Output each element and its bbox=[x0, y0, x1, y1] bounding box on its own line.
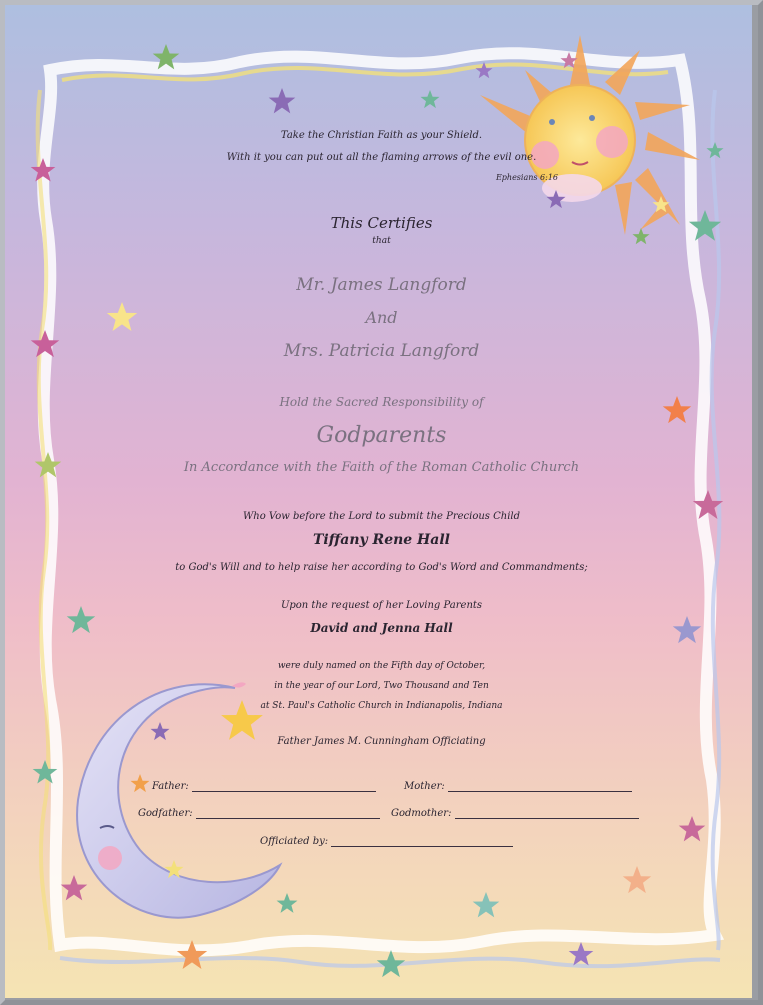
godmother-label: Godmother: bbox=[391, 808, 452, 819]
godparent-name-1: Mr. James Langford bbox=[296, 275, 467, 295]
godmother-signature-line bbox=[455, 808, 639, 819]
godfather-signature-field[interactable] bbox=[138, 808, 380, 819]
officiated-label: Officiated by: bbox=[260, 836, 329, 847]
verse-line-1: Take the Christian Faith as your Shield. bbox=[280, 130, 483, 141]
responsibility-line: Hold the Sacred Responsibility of bbox=[279, 395, 484, 409]
title-subtext: that bbox=[372, 236, 391, 246]
godfather-label: Godfather: bbox=[138, 808, 193, 819]
godfather-signature-line bbox=[196, 808, 380, 819]
parents-intro: Upon the request of her Loving Parents bbox=[280, 600, 483, 611]
father-signature-field[interactable] bbox=[152, 781, 376, 792]
parents-names: David and Jenna Hall bbox=[310, 621, 453, 635]
details-line-3: at St. Paul's Catholic Church in Indianapolis, Indiana bbox=[260, 701, 503, 711]
mother-label: Mother: bbox=[404, 781, 445, 792]
certificate-title: This Certifies bbox=[330, 214, 433, 232]
details-line-2: in the year of our Lord, Two Thousand and Ten bbox=[274, 681, 489, 691]
role-title: Godparents bbox=[316, 423, 447, 448]
child-intro: Who Vow before the Lord to submit the Precious Child bbox=[243, 511, 520, 522]
mother-signature-line bbox=[448, 781, 632, 792]
officiated-signature-field[interactable] bbox=[260, 836, 513, 847]
verse-reference: Ephesians 6:16 bbox=[495, 173, 558, 182]
godparent-name-2: Mrs. Patricia Langford bbox=[283, 341, 480, 361]
mother-signature-field[interactable] bbox=[404, 781, 632, 792]
verse-line-2: With it you can put out all the flaming arrows of the evil one. bbox=[226, 152, 537, 163]
faith-line: In Accordance with the Faith of the Roman Catholic Church bbox=[183, 460, 580, 475]
father-signature-line bbox=[192, 781, 376, 792]
child-name: Tiffany Rene Hall bbox=[312, 532, 450, 548]
father-label: Father: bbox=[152, 781, 189, 792]
child-vow: to God's Will and to help raise her according to God's Word and Commandments; bbox=[175, 562, 588, 573]
details-line-1: were duly named on the Fifth day of October, bbox=[277, 661, 486, 671]
officiant-line: Father James M. Cunningham Officiating bbox=[277, 736, 486, 747]
godmother-signature-field[interactable] bbox=[391, 808, 639, 819]
godparent-joiner: And bbox=[365, 308, 398, 327]
officiated-signature-line bbox=[331, 836, 513, 847]
